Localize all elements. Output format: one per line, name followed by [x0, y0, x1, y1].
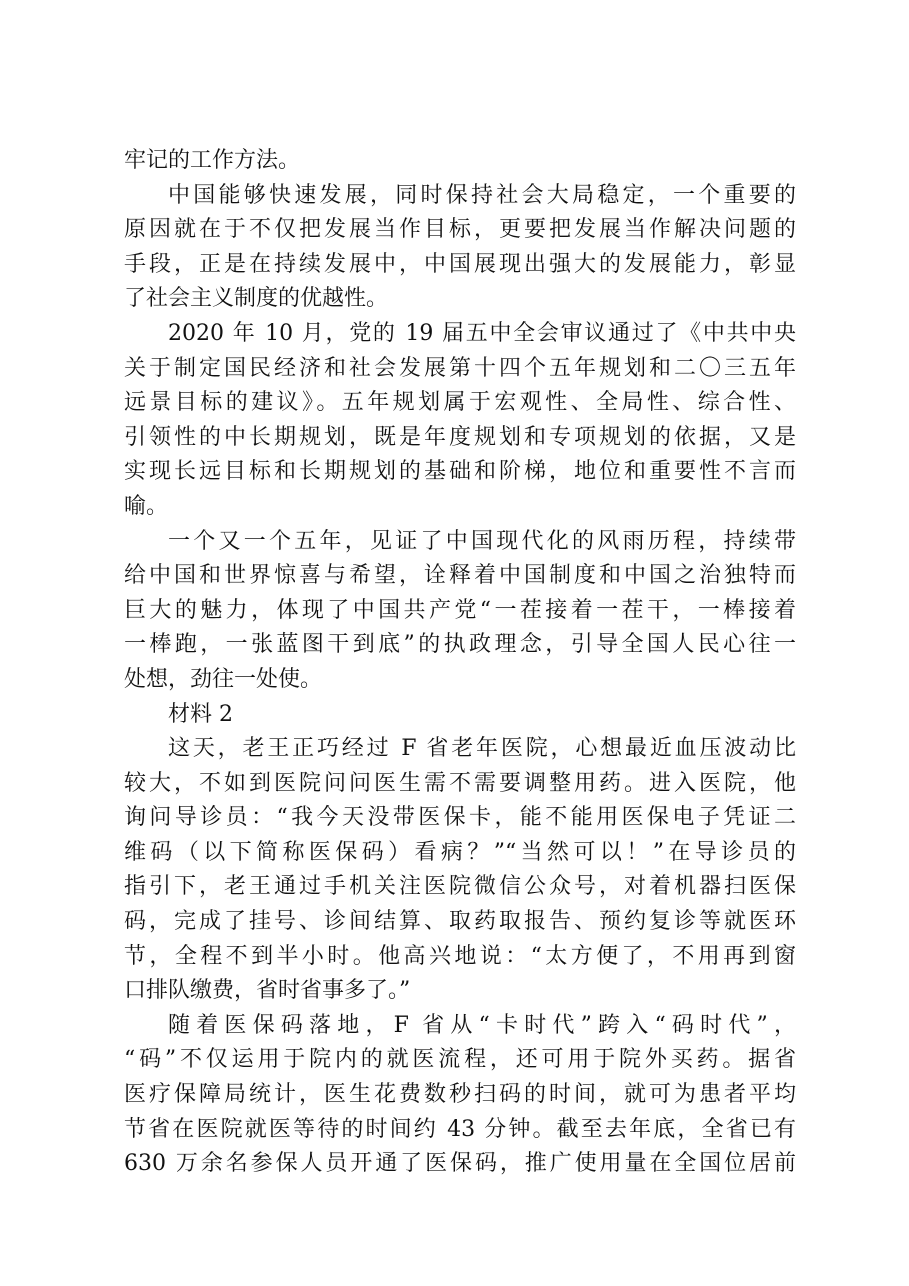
- text-line: 这天，老王正巧经过 F 省老年医院，心想最近血压波动比: [168, 736, 796, 762]
- section-heading: [124, 698, 796, 733]
- text-line: 随着医保码落地，F 省从“卡时代”跨入“码时代”，: [168, 1012, 796, 1038]
- text-line: 喻。: [124, 493, 169, 519]
- text-line: 处想，劲往一处使。: [124, 666, 323, 692]
- text-line: 节，全程不到半小时。他高兴地说：“太方便了，不用再到窗: [124, 943, 796, 969]
- paragraph: [124, 525, 796, 698]
- text-line: 巨大的魅力，体现了中国共产党“一茬接着一茬干，一棒接着: [124, 597, 796, 623]
- paragraph: [124, 179, 796, 317]
- paragraph: [124, 317, 796, 525]
- text-line: 口排队缴费，省时省事多了。”: [124, 978, 411, 1004]
- document-body: [124, 144, 796, 1182]
- text-line: 牢记的工作方法。: [124, 148, 301, 173]
- text-line: 医疗保障局统计，医生花费数秒扫码的时间，就可为患者平均: [124, 1082, 796, 1108]
- text-line: 远景目标的建议》。五年规划属于宏观性、全局性、综合性、: [124, 390, 796, 416]
- material-label: 材料 2: [168, 701, 233, 727]
- text-line: 指引下，老王通过手机关注医院微信公众号，对着机器扫医保: [124, 874, 796, 900]
- text-line: 节省在医院就医等待的时间约 43 分钟。截至去年底，全省已有: [124, 1116, 796, 1142]
- text-line: 2020 年 10 月，党的 19 届五中全会审议通过了《中共中央: [168, 320, 796, 346]
- text-line: 一棒跑，一张蓝图干到底”的执政理念，引导全国人民心往一: [124, 632, 796, 658]
- text-line: 给中国和世界惊喜与希望，诠释着中国制度和中国之治独特而: [124, 563, 796, 589]
- text-line: 630 万余名参保人员开通了医保码，推广使用量在全国位居前: [124, 1151, 796, 1177]
- paragraph: [124, 144, 796, 179]
- text-line: “码”不仅运用于院内的就医流程，还可用于院外买药。据省: [124, 1047, 796, 1073]
- text-line: 中国能够快速发展，同时保持社会大局稳定，一个重要的: [168, 182, 796, 208]
- paragraph: [124, 1009, 796, 1182]
- text-line: 实现长远目标和长期规划的基础和阶梯，地位和重要性不言而: [124, 459, 796, 485]
- text-line: 较大，不如到医院问问医生需不需要调整用药。进入医院，他: [124, 770, 796, 796]
- paragraph: [124, 732, 796, 1009]
- text-line: 了社会主义制度的优越性。: [124, 286, 389, 312]
- text-line: 引领性的中长期规划，既是年度规划和专项规划的依据，又是: [124, 424, 796, 450]
- text-line: 手段，正是在持续发展中，中国展现出强大的发展能力，彰显: [124, 251, 796, 277]
- text-line: 码，完成了挂号、诊间结算、取药取报告、预约复诊等就医环: [124, 909, 796, 935]
- text-line: 原因就在于不仅把发展当作目标，更要把发展当作解决问题的: [124, 217, 796, 243]
- text-line: 维码（以下简称医保码）看病？”“当然可以！”在导诊员的: [124, 839, 796, 865]
- text-line: 一个又一个五年，见证了中国现代化的风雨历程，持续带: [168, 528, 796, 554]
- text-line: 询问导诊员：“我今天没带医保卡，能不能用医保电子凭证二: [124, 805, 796, 831]
- text-line: 关于制定国民经济和社会发展第十四个五年规划和二〇三五年: [124, 355, 796, 381]
